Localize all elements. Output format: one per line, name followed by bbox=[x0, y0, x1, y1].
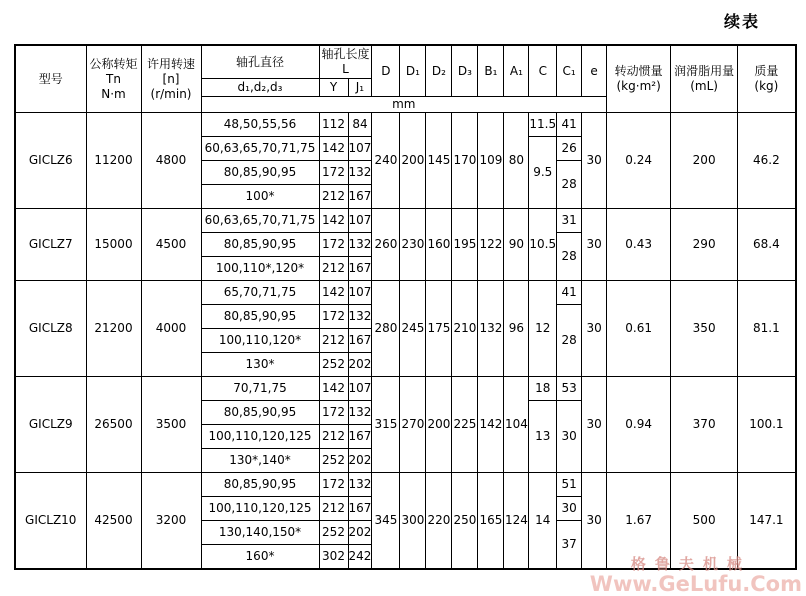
cell-C1: 53 bbox=[557, 377, 582, 401]
cell-C: 12 bbox=[529, 281, 557, 377]
cell-C: 18 bbox=[529, 377, 557, 401]
cell-e: 30 bbox=[582, 113, 607, 209]
header-inertia bbox=[607, 45, 671, 113]
cell-grease: 200 bbox=[671, 113, 738, 209]
cell-inertia: 0.94 bbox=[607, 377, 671, 473]
header-D: D bbox=[372, 45, 400, 97]
header-e: e bbox=[582, 45, 607, 97]
cell-length-j1: 167 bbox=[348, 257, 372, 281]
cell-length-j1: 132 bbox=[348, 161, 372, 185]
cell-D2: 175 bbox=[426, 281, 452, 377]
header-torque-line1: 公称转矩 bbox=[89, 56, 138, 71]
continued-table-label: 续表 bbox=[723, 12, 760, 31]
cell-length-y: 252 bbox=[319, 521, 348, 545]
cell-length-y: 172 bbox=[319, 305, 348, 329]
cell-inertia: 0.24 bbox=[607, 113, 671, 209]
cell-C1: 41 bbox=[557, 113, 582, 137]
cell-bore: 80,85,90,95 bbox=[201, 233, 319, 257]
table-row bbox=[15, 281, 796, 305]
cell-model: GⅠCLZ6 bbox=[15, 113, 86, 209]
cell-length-y: 142 bbox=[319, 209, 348, 233]
table-row bbox=[15, 209, 796, 233]
cell-A1: 90 bbox=[504, 209, 529, 281]
table-row bbox=[15, 377, 796, 401]
cell-C1: 26 bbox=[557, 137, 582, 161]
cell-bore: 130* bbox=[201, 353, 319, 377]
cell-C1: 37 bbox=[557, 521, 582, 570]
cell-C: 9.5 bbox=[529, 137, 557, 209]
cell-length-j1: 167 bbox=[348, 185, 372, 209]
cell-grease: 290 bbox=[671, 209, 738, 281]
cell-length-j1: 107 bbox=[348, 281, 372, 305]
cell-bore: 70,71,75 bbox=[201, 377, 319, 401]
table-header bbox=[15, 45, 796, 113]
cell-length-j1: 107 bbox=[348, 137, 372, 161]
cell-torque: 15000 bbox=[86, 209, 141, 281]
cell-C1: 31 bbox=[557, 209, 582, 233]
header-B1: B₁ bbox=[478, 45, 504, 97]
cell-model: GⅠCLZ8 bbox=[15, 281, 86, 377]
cell-mass: 46.2 bbox=[738, 113, 796, 209]
cell-e: 30 bbox=[582, 281, 607, 377]
cell-D1: 270 bbox=[400, 377, 426, 473]
cell-C1: 41 bbox=[557, 281, 582, 305]
cell-length-y: 212 bbox=[319, 185, 348, 209]
cell-length-y: 172 bbox=[319, 161, 348, 185]
header-grease bbox=[671, 45, 738, 113]
cell-C1: 28 bbox=[557, 305, 582, 377]
header-grease-line1: 润滑脂用量 bbox=[674, 64, 735, 78]
cell-A1: 96 bbox=[504, 281, 529, 377]
cell-torque: 11200 bbox=[86, 113, 141, 209]
cell-bore: 80,85,90,95 bbox=[201, 161, 319, 185]
cell-D1: 230 bbox=[400, 209, 426, 281]
cell-bore: 100,110,120,125 bbox=[201, 497, 319, 521]
cell-length-j1: 132 bbox=[348, 305, 372, 329]
header-A1: A₁ bbox=[504, 45, 529, 97]
cell-D3: 170 bbox=[452, 113, 478, 209]
cell-D: 345 bbox=[372, 473, 400, 570]
cell-D2: 160 bbox=[426, 209, 452, 281]
header-bore-length: 轴孔长度L bbox=[319, 45, 372, 79]
header-speed-line1: 许用转速 bbox=[146, 56, 195, 71]
header-bore-diameter: 轴孔直径 bbox=[201, 45, 319, 79]
cell-C1: 30 bbox=[557, 401, 582, 473]
cell-bore: 80,85,90,95 bbox=[201, 401, 319, 425]
cell-D3: 210 bbox=[452, 281, 478, 377]
header-speed bbox=[141, 45, 201, 113]
header-mass-line2: (kg) bbox=[754, 79, 779, 93]
cell-length-y: 172 bbox=[319, 473, 348, 497]
cell-length-y: 172 bbox=[319, 401, 348, 425]
cell-model: GⅠCLZ7 bbox=[15, 209, 86, 281]
header-inertia-line2: (kg·m²) bbox=[616, 79, 661, 93]
cell-B1: 122 bbox=[478, 209, 504, 281]
table-row bbox=[15, 113, 796, 137]
cell-C1: 28 bbox=[557, 161, 582, 209]
cell-length-j1: 167 bbox=[348, 425, 372, 449]
cell-length-j1: 132 bbox=[348, 473, 372, 497]
cell-bore: 48,50,55,56 bbox=[201, 113, 319, 137]
cell-inertia: 0.61 bbox=[607, 281, 671, 377]
cell-C: 13 bbox=[529, 401, 557, 473]
cell-model: GⅠCLZ10 bbox=[15, 473, 86, 570]
cell-mass: 81.1 bbox=[738, 281, 796, 377]
cell-D2: 220 bbox=[426, 473, 452, 570]
cell-torque: 26500 bbox=[86, 377, 141, 473]
table-row bbox=[15, 473, 796, 497]
header-C: C bbox=[529, 45, 557, 97]
cell-D1: 200 bbox=[400, 113, 426, 209]
cell-mass: 68.4 bbox=[738, 209, 796, 281]
cell-D: 315 bbox=[372, 377, 400, 473]
header-inertia-line1: 转动惯量 bbox=[614, 64, 663, 78]
cell-length-y: 142 bbox=[319, 137, 348, 161]
header-J1: J₁ bbox=[348, 79, 372, 97]
header-speed-line3: (r/min) bbox=[150, 86, 192, 101]
cell-bore: 160* bbox=[201, 545, 319, 570]
cell-length-y: 142 bbox=[319, 377, 348, 401]
cell-B1: 109 bbox=[478, 113, 504, 209]
cell-grease: 370 bbox=[671, 377, 738, 473]
cell-bore: 100* bbox=[201, 185, 319, 209]
cell-speed: 3200 bbox=[141, 473, 201, 570]
cell-length-y: 252 bbox=[319, 449, 348, 473]
header-mass-line1: 质量 bbox=[754, 64, 779, 78]
cell-length-y: 252 bbox=[319, 353, 348, 377]
cell-bore: 130,140,150* bbox=[201, 521, 319, 545]
cell-e: 30 bbox=[582, 209, 607, 281]
header-speed-line2: [n] bbox=[162, 71, 180, 86]
cell-speed: 4500 bbox=[141, 209, 201, 281]
cell-length-y: 112 bbox=[319, 113, 348, 137]
cell-bore: 130*,140* bbox=[201, 449, 319, 473]
cell-length-y: 212 bbox=[319, 425, 348, 449]
cell-C: 11.5 bbox=[529, 113, 557, 137]
cell-mass: 100.1 bbox=[738, 377, 796, 473]
header-D1: D₁ bbox=[400, 45, 426, 97]
table-body bbox=[15, 113, 796, 570]
watermark-brand-text: 格鲁夫机械 bbox=[630, 555, 751, 574]
cell-D: 260 bbox=[372, 209, 400, 281]
header-model: 型号 bbox=[15, 45, 86, 113]
cell-C1: 28 bbox=[557, 233, 582, 281]
header-torque-line2: Tn bbox=[106, 71, 121, 86]
cell-torque: 42500 bbox=[86, 473, 141, 570]
cell-D1: 300 bbox=[400, 473, 426, 570]
header-bore-diameter-sub: d₁,d₂,d₃ bbox=[201, 79, 319, 97]
watermark-url-text: Www.GeLufu.Com bbox=[589, 571, 802, 596]
cell-length-y: 212 bbox=[319, 497, 348, 521]
cell-bore: 100,110,120,125 bbox=[201, 425, 319, 449]
cell-length-y: 212 bbox=[319, 257, 348, 281]
cell-torque: 21200 bbox=[86, 281, 141, 377]
cell-grease: 350 bbox=[671, 281, 738, 377]
cell-D3: 250 bbox=[452, 473, 478, 570]
cell-bore: 100,110,120* bbox=[201, 329, 319, 353]
cell-C1: 51 bbox=[557, 473, 582, 497]
cell-B1: 165 bbox=[478, 473, 504, 570]
cell-bore: 100,110*,120* bbox=[201, 257, 319, 281]
cell-e: 30 bbox=[582, 377, 607, 473]
header-torque-line3: N·m bbox=[101, 86, 126, 101]
cell-D: 240 bbox=[372, 113, 400, 209]
cell-B1: 142 bbox=[478, 377, 504, 473]
cell-D2: 200 bbox=[426, 377, 452, 473]
cell-length-j1: 132 bbox=[348, 401, 372, 425]
cell-length-y: 212 bbox=[319, 329, 348, 353]
cell-bore: 65,70,71,75 bbox=[201, 281, 319, 305]
header-grease-line2: (mL) bbox=[690, 79, 718, 93]
cell-D3: 225 bbox=[452, 377, 478, 473]
cell-length-y: 172 bbox=[319, 233, 348, 257]
cell-mass: 147.1 bbox=[738, 473, 796, 570]
cell-bore: 80,85,90,95 bbox=[201, 473, 319, 497]
cell-speed: 4800 bbox=[141, 113, 201, 209]
cell-length-j1: 167 bbox=[348, 497, 372, 521]
coupling-spec-table bbox=[14, 44, 797, 570]
cell-A1: 124 bbox=[504, 473, 529, 570]
header-C1: C₁ bbox=[557, 45, 582, 97]
cell-length-j1: 107 bbox=[348, 209, 372, 233]
cell-e: 30 bbox=[582, 473, 607, 570]
cell-D1: 245 bbox=[400, 281, 426, 377]
cell-model: GⅠCLZ9 bbox=[15, 377, 86, 473]
cell-C: 14 bbox=[529, 473, 557, 570]
cell-bore: 60,63,65,70,71,75 bbox=[201, 137, 319, 161]
header-unit-mm: mm bbox=[201, 97, 607, 113]
cell-C1: 30 bbox=[557, 497, 582, 521]
cell-D: 280 bbox=[372, 281, 400, 377]
cell-grease: 500 bbox=[671, 473, 738, 570]
cell-D3: 195 bbox=[452, 209, 478, 281]
header-torque bbox=[86, 45, 141, 113]
cell-length-j1: 84 bbox=[348, 113, 372, 137]
cell-speed: 3500 bbox=[141, 377, 201, 473]
cell-inertia: 1.67 bbox=[607, 473, 671, 570]
header-mass bbox=[738, 45, 796, 113]
cell-D2: 145 bbox=[426, 113, 452, 209]
cell-A1: 104 bbox=[504, 377, 529, 473]
cell-length-y: 142 bbox=[319, 281, 348, 305]
cell-C: 10.5 bbox=[529, 209, 557, 281]
cell-length-j1: 132 bbox=[348, 233, 372, 257]
cell-length-j1: 242 bbox=[348, 545, 372, 570]
cell-inertia: 0.43 bbox=[607, 209, 671, 281]
cell-A1: 80 bbox=[504, 113, 529, 209]
header-D2: D₂ bbox=[426, 45, 452, 97]
cell-bore: 60,63,65,70,71,75 bbox=[201, 209, 319, 233]
cell-length-j1: 202 bbox=[348, 521, 372, 545]
cell-length-j1: 202 bbox=[348, 353, 372, 377]
cell-length-j1: 202 bbox=[348, 449, 372, 473]
header-Y: Y bbox=[319, 79, 348, 97]
cell-length-j1: 107 bbox=[348, 377, 372, 401]
cell-bore: 80,85,90,95 bbox=[201, 305, 319, 329]
cell-speed: 4000 bbox=[141, 281, 201, 377]
cell-length-j1: 167 bbox=[348, 329, 372, 353]
cell-length-y: 302 bbox=[319, 545, 348, 570]
header-D3: D₃ bbox=[452, 45, 478, 97]
cell-B1: 132 bbox=[478, 281, 504, 377]
